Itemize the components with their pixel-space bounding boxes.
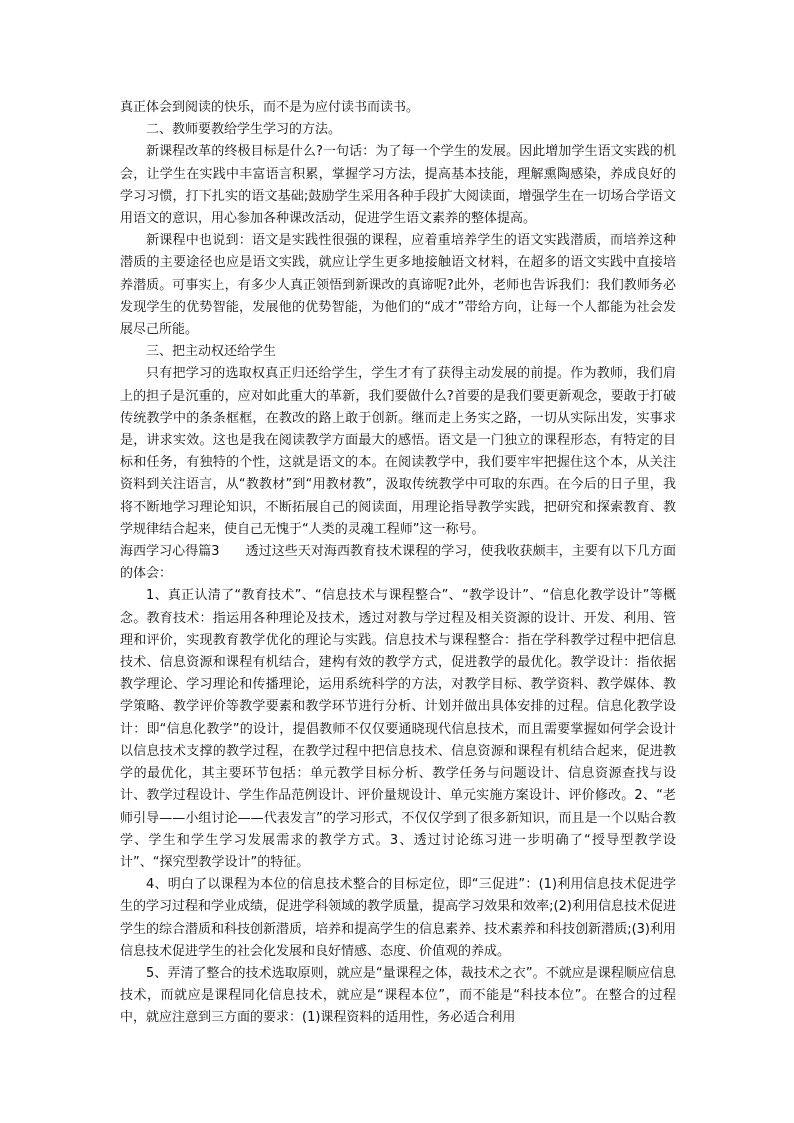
article-title-paragraph: 海西学习心得篇3 透过这些天对海西教育技术课程的学习，使我收获颇丰，主要有以下几方面的体会：	[120, 544, 676, 582]
paragraph-continuation: 真正体会到阅读的快乐，而不是为应付读书而读书。	[120, 100, 420, 115]
paragraph-body: 新课程中也说到：语文是实践性很强的课程，应着重培养学生的语文实践潜质，而培养这种潜质的主要途径也应是语文实践，就应让学生更多地接触语文材料，在超多的语文实践中直接培养潜质。可事实上，有多少人真正领悟到新课改的真谛呢?此外，老师也告诉我们：我们教师务必发现学生的优势智能，发展他的优势智能，为他们的“成才”带给方向，让每一个人都能为社会发展尽己所能。	[120, 233, 676, 338]
paragraph-body: 只有把学习的选取权真正归还给学生，学生才有了获得主动发展的前提。作为教师，我们肩上的担子是沉重的，应对如此重大的革新，我们要做什么?首要的是我们要更新观念，要敢于打破传统教学中的条条框框，在教改的路上敢于创新。继而走上务实之路，一切从实际出发，实事求是，讲求实效。这也是我在阅读教学方面最大的感悟。语文是一门独立的课程形态，有特定的目标和任务，有独特的个性，这就是语文的本。在阅读教学中，我们要牢牢把握住这个本，从关注资料到关注语言，从“教教材”到“用教材教”，汲取传统教学中可取的东西。在今后的日子里，我将不断地学习理论知识，不断拓展自己的阅读面，用理论指导教学实践，把研究和探索教育、教学规律结合起来，使自己无愧于“人类的灵魂工程师”这一称号。	[120, 366, 676, 537]
document-page	[120, 97, 676, 1030]
section-heading-3: 三、把主动权还给学生	[146, 344, 277, 360]
paragraph-body: 新课程改革的终极目标是什么?一句话：为了每一个学生的发展。因此增加学生语文实践的机会，让学生在实践中丰富语言积累，掌握学习方法，提高基本技能，理解熏陶感染，养成良好的学习习惯，打下扎实的语文基础;鼓励学生采用各种手段扩大阅读面，增强学生在一切场合学语文用语文的意识，用心参加各种课改活动，促进学生语文素养的整体提高。	[120, 144, 676, 227]
section-heading-2: 二、教师要教给学生学习的方法。	[146, 122, 342, 138]
paragraph-item-5: 5、弄清了整合的技术选取原则，就应是“量课程之体，裁技术之衣”。不就应是课程顺应信息技术，而就应是课程同化信息技术，就应是“课程本位”，而不能是“科技本位”。在整合的过程中，就应注意到三方面的要求：(1)课程资料的适用性，务必适合利用	[120, 965, 676, 1026]
paragraph-item-4: 4、明白了以课程为本位的信息技术整合的目标定位，即“三促进”：(1)利用信息技术促进学生的学习过程和学业成绩，促进学科领域的教学质量，提高学习效果和效率;(2)利用信息技术促进学生的综合潜质和科技创新潜质，培养和提高学生的信息素养、技术素养和科技创新潜质;(3)利用信息技术促进学生的社会化发展和良好情感、态度、价值观的养成。	[120, 877, 676, 959]
paragraph-item-1: 1、真正认清了“教育技术”、“信息技术与课程整合”、“教学设计”、“信息化教学设计”等概念。教育技术：指运用各种理论及技术，透过对教与学过程及相关资源的设计、开发、利用、管理和评价，实现教育教学优化的理论与实践。信息技术与课程整合：指在学科教学过程中把信息技术、信息资源和课程有机结合，建构有效的教学方式，促进教学的最优化。教学设计：指依据教学理论、学习理论和传播理论，运用系统科学的方法，对教学目标、教学资料、教学媒体、教学策略、教学评价等教学要素和教学环节进行分析、计划并做出具体安排的过程。信息化教学设计：即“信息化教学”的设计，提倡教师不仅仅要通晓现代信息技术，而且需要掌握如何学会设计以信息技术支撑的教学过程，在教学过程中把信息技术、信息资源和课程有机结合起来，促进教学的最优化，其主要环节包括：单元教学目标分析、教学任务与问题设计、信息资源查找与设计、教学过程设计、学生作品范例设计、评价量规设计、单元实施方案设计、评价修改。2、“老师引导——小组讨论——代表发言”的学习形式，不仅仅学到了很多新知识，而且是一个以贴合教学、学生和学生学习发展需求的教学方式。3、透过讨论练习进一步明确了“授导型教学设计”、“探究型教学设计”的特征。	[120, 588, 676, 870]
